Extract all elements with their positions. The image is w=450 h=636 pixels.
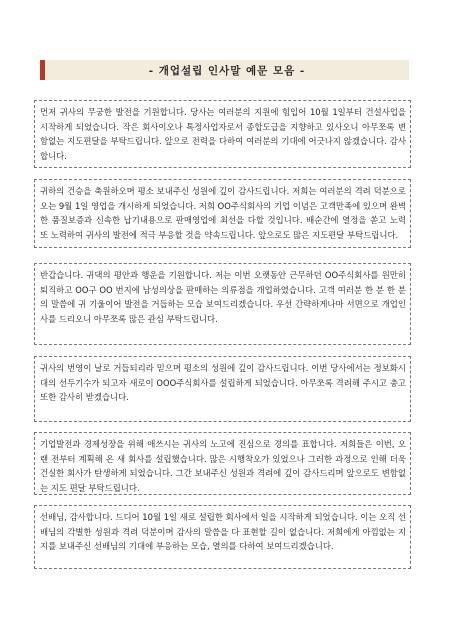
title-banner bbox=[40, 60, 409, 80]
greeting-text: 반갑습니다. 귀댁의 평안과 행운을 기원합니다. 저는 이번 오랫동안 근무하던 OO주식회사를 원만히 퇴직하고 OO구 OO 번지에 남성의상을 판매하는 의류점을 개업하였습니다. 고객 여러분 한 분 한 분의 말씀에 귀 기울이어 발전을 거듭하는 모습 보여드리겠습니다. 우선 간략하게나마 서면으로 개업인사를 드리오니 아무쪼록 많은 관심 부탁드립니다. bbox=[40, 270, 406, 324]
greeting-example-3 bbox=[34, 263, 411, 345]
greeting-text: 먼저 귀사의 무궁한 발전을 기원합니다. 당사는 여러분의 지원에 힘입어 10월 1일부터 건설사업을 시작하게 되었습니다. 작은 회사이오나 톡정사업자로서 종합도급을 지향하고 있사오니 아무쪼록 변함없는 지도편달을 부탁드립니다. 앞으로 전력을 다하여 여러분의 기대에 어긋나지 않겠습니다. 감사합니다. bbox=[40, 107, 406, 161]
greeting-text: 선배님, 감사합니다. 드디어 10월 1일 새로 설립한 회사에서 일을 시작하게 되었습니다. 이는 오직 선배님의 각별한 성원과 격려 덕분이며 감사의 말씀을 다 표현할 길이 없습니다. 저희에게 아낌없는 지지를 보내주신 선배님의 기대에 부응하는 모습, 열의를 다하여 보여드리겠습니다. bbox=[40, 512, 407, 552]
greeting-text: 귀사의 번영이 날로 거듭되리라 믿으며 평소의 성원에 깊이 감사드립니다. 이번 당사에서는 정보화시대의 선두기수가 되고자 새로이 OOO주식회사를 설립하게 되었습니다. 아무쪼록 격려해 주시고 충고 또한 감사히 받겠습니다. bbox=[40, 363, 406, 403]
greeting-text: 기업발전과 경제성장을 위해 애쓰시는 귀사의 노고에 진심으로 경의를 표합니다. 저희들은 이번, 오랜 전부터 계획해 온 새 회사를 설립했습니다. 많은 시행착오가 있었으나 그러한 과정으로 인해 더욱 건실한 회사가 탄생하게 되었습니다. 그간 보내주신 성원과 격려에 깊이 감사드리며 앞으로도 변함없는 지도 편달 부탁드립니다. bbox=[40, 439, 406, 493]
greeting-example-4 bbox=[34, 356, 411, 422]
greeting-example-5 bbox=[34, 432, 411, 495]
document-title: - 개업설립 인사말 예문 모음 - bbox=[148, 64, 306, 77]
greeting-example-6 bbox=[34, 505, 411, 569]
greeting-text: 귀하의 건승을 축원하오며 평소 보내주신 성원에 깊이 감사드립니다. 저희는 여러분의 격려 덕분으로 오는 9월 1일 영업을 개시하게 되었습니다. 저희 OO주식회사의 기업 이념은 고객만족에 있으며 완벽한 품질보증과 신속한 납기내용으로 판매영업에 최선을 다할 것입니다. 배순간에 열정을 쏟고 노력 또 노력하여 귀사의 발전에 적극 부응할 것을 약속드립니다. 앞으로도 많은 지도편달 부탁드립니다. bbox=[40, 186, 406, 240]
greeting-example-1 bbox=[34, 100, 411, 168]
greeting-example-2 bbox=[34, 179, 411, 248]
